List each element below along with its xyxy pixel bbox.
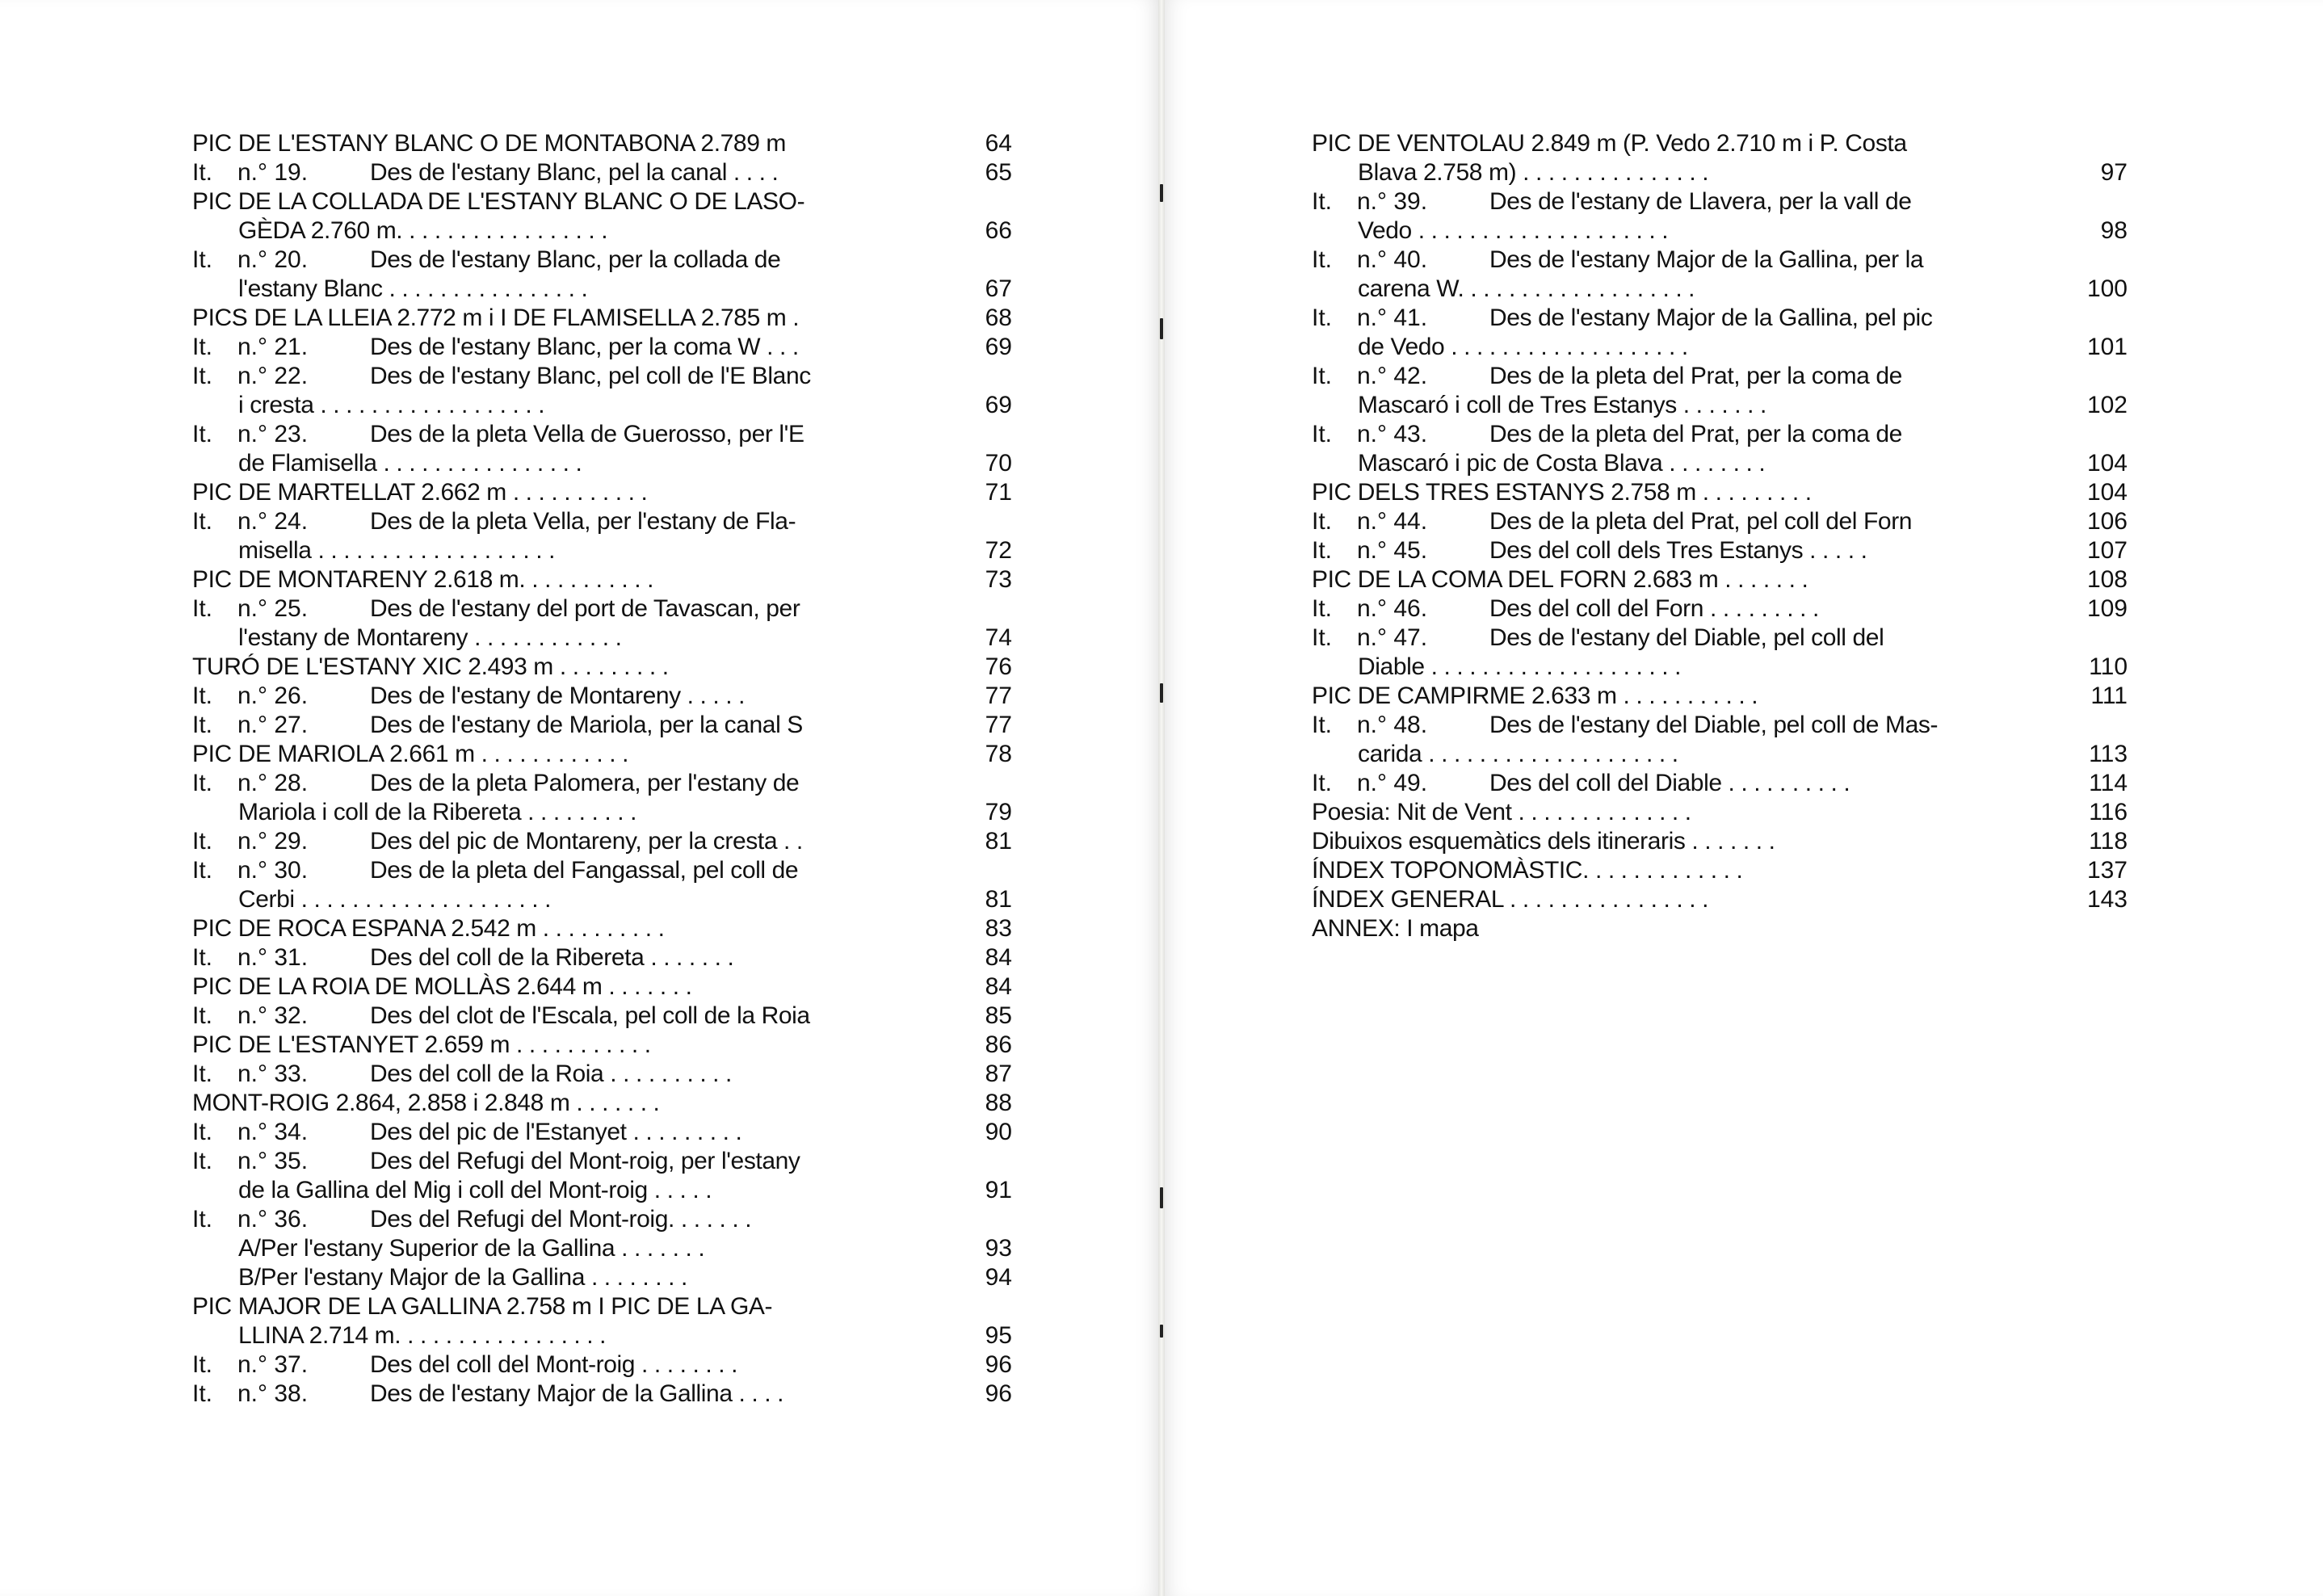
itinerary-label: It. [192,1060,213,1087]
toc-heading-text: PIC DE MARTELLAT 2.662 m . . . . . . . . . . . [192,479,648,506]
toc-continuation-line [1312,275,2128,304]
toc-page-number: 113 [2089,741,2128,767]
toc-continuation-text: LLINA 2.714 m. . . . . . . . . . . . . . . . . [238,1322,607,1349]
itinerary-label: It. [192,363,213,389]
toc-page-number: 98 [2100,217,2128,244]
toc-heading-text: PIC DE LA ROIA DE MOLLÀS 2.644 m . . . . . . . [192,973,692,1000]
toc-heading-entry [1312,565,2128,594]
toc-page-number: 114 [2089,770,2128,796]
toc-page-number: 104 [2086,479,2128,506]
toc-continuation-line [1312,391,2128,420]
toc-continuation-line [192,1263,1012,1292]
toc-itinerary-entry [192,943,1012,972]
toc-itinerary-entry [1312,420,2128,449]
itinerary-number: n.° 24. [237,508,309,535]
itinerary-label: It. [192,857,213,884]
toc-continuation-line [192,1321,1012,1350]
itinerary-description: Des de la pleta del Prat, per la coma de [1489,421,1902,447]
itinerary-label: It. [1312,188,1333,215]
left-page [0,0,1158,1596]
itinerary-label: It. [1312,595,1333,622]
itinerary-description: Des de l'estany del Diable, pel coll de Mas- [1489,712,1939,738]
toc-continuation-line [1312,653,2128,682]
toc-continuation-line [192,798,1012,827]
toc-itinerary-entry [1312,624,2128,653]
itinerary-description: Des de la pleta Vella de Guerosso, per l'E [370,421,804,447]
toc-itinerary-entry [192,711,1012,740]
toc-heading-entry [192,1031,1012,1060]
toc-continuation-text: carena W. . . . . . . . . . . . . . . . . . . [1358,275,1695,302]
itinerary-description: Des de l'estany Blanc, per la collada de [370,246,781,273]
toc-itinerary-entry [192,1350,1012,1380]
toc-heading-entry [1312,914,2128,943]
itinerary-label: It. [1312,537,1333,564]
toc-heading-entry [1312,885,2128,914]
itinerary-description: Des del coll de la Roia . . . . . . . . . . [370,1060,732,1087]
toc-continuation-line [192,275,1012,304]
toc-page-number: 78 [985,741,1012,767]
toc-page-number: 64 [985,130,1012,157]
toc-page-number: 84 [985,944,1012,971]
toc-page-number: 90 [985,1119,1012,1145]
toc-heading-text: PIC DE MONTARENY 2.618 m. . . . . . . . . . . [192,566,654,593]
toc-heading-entry [1312,798,2128,827]
itinerary-number: n.° 20. [237,246,309,273]
itinerary-label: It. [1312,363,1333,389]
toc-heading-text: PIC DELS TRES ESTANYS 2.758 m . . . . . . . . . [1312,479,1812,506]
toc-heading-entry [192,1292,1012,1321]
toc-itinerary-entry [1312,246,2128,275]
toc-continuation-text: Blava 2.758 m) . . . . . . . . . . . . . . . [1358,159,1709,186]
toc-itinerary-entry [192,507,1012,536]
itinerary-number: n.° 19. [237,159,309,186]
toc-continuation-line [192,885,1012,914]
itinerary-number: n.° 35. [237,1148,309,1174]
toc-page-number: 79 [985,799,1012,825]
toc-page-number: 110 [2089,653,2128,680]
toc-page-number: 84 [985,973,1012,1000]
toc-page-number: 77 [985,712,1012,738]
itinerary-number: n.° 37. [237,1351,309,1378]
toc-list-left [192,129,1012,1409]
right-page [1165,0,2323,1596]
itinerary-label: It. [192,712,213,738]
toc-heading-text: PIC DE LA COLLADA DE L'ESTANY BLANC O DE LASO- [192,188,805,215]
toc-page-number: 116 [2089,799,2128,825]
itinerary-description: Des de la pleta Vella, per l'estany de Fla- [370,508,796,535]
toc-heading-text: PIC DE L'ESTANYET 2.659 m . . . . . . . . . . . [192,1031,651,1058]
itinerary-description: Des de l'estany del Diable, pel coll del [1489,624,1884,651]
toc-heading-text: PICS DE LA LLEIA 2.772 m i I DE FLAMISELLA 2.785 m . [192,304,800,331]
itinerary-label: It. [192,682,213,709]
itinerary-label: It. [192,159,213,186]
toc-continuation-text: Mascaró i pic de Costa Blava . . . . . . . . [1358,450,1766,477]
itinerary-description: Des de l'estany Major de la Gallina . . . . [370,1380,784,1407]
toc-page-number: 111 [2090,682,2128,709]
toc-itinerary-entry [192,362,1012,391]
toc-continuation-text: i cresta . . . . . . . . . . . . . . . . . . [238,392,545,418]
toc-continuation-text: Cerbi . . . . . . . . . . . . . . . . . . . . [238,886,552,913]
toc-page-number: 70 [985,450,1012,477]
itinerary-description: Des del clot de l'Escala, pel coll de la Roia [370,1002,810,1029]
toc-page-number: 118 [2089,828,2128,855]
toc-continuation-text: GÈDA 2.760 m. . . . . . . . . . . . . . . . . [238,217,608,244]
toc-continuation-line [192,449,1012,478]
itinerary-label: It. [192,1119,213,1145]
itinerary-description: Des de l'estany Major de la Gallina, per la [1489,246,1924,273]
toc-heading-entry [192,129,1012,158]
toc-itinerary-entry [1312,594,2128,624]
toc-heading-entry [192,972,1012,1002]
itinerary-description: Des del coll dels Tres Estanys . . . . . [1489,537,1867,564]
toc-page-number: 104 [2086,450,2128,477]
toc-page-number: 74 [985,624,1012,651]
itinerary-number: n.° 43. [1357,421,1428,447]
toc-continuation-line [192,1234,1012,1263]
toc-page-number: 67 [985,275,1012,302]
itinerary-label: It. [192,595,213,622]
itinerary-number: n.° 28. [237,770,309,796]
toc-page-number: 94 [985,1264,1012,1291]
toc-continuation-text: de Vedo . . . . . . . . . . . . . . . . . . . [1358,334,1688,360]
itinerary-description: Des de l'estany Major de la Gallina, pel pic [1489,304,1933,331]
itinerary-label: It. [192,508,213,535]
toc-page-number: 93 [985,1235,1012,1262]
itinerary-description: Des de la pleta del Prat, pel coll del Forn [1489,508,1913,535]
toc-itinerary-entry [192,1147,1012,1176]
toc-heading-text: Dibuixos esquemàtics dels itineraris . . . . . . . [1312,828,1775,855]
itinerary-number: n.° 22. [237,363,309,389]
itinerary-label: It. [192,828,213,855]
toc-continuation-text: misella . . . . . . . . . . . . . . . . . . . [238,537,556,564]
itinerary-label: It. [1312,421,1333,447]
toc-itinerary-entry [192,769,1012,798]
toc-continuation-text: de Flamisella . . . . . . . . . . . . . . . . [238,450,582,477]
toc-page-number: 76 [985,653,1012,680]
toc-itinerary-entry [192,1118,1012,1147]
toc-continuation-text: de la Gallina del Mig i coll del Mont-roig . . . . . [238,1177,712,1203]
itinerary-description: Des de l'estany Blanc, per la coma W . . . [370,334,799,360]
itinerary-label: It. [192,770,213,796]
toc-page-number: 81 [985,828,1012,855]
toc-page-number: 88 [985,1090,1012,1116]
toc-heading-text: PIC DE LA COMA DEL FORN 2.683 m . . . . . . . [1312,566,1808,593]
itinerary-number: n.° 49. [1357,770,1428,796]
itinerary-description: Des de l'estany del port de Tavascan, per [370,595,800,622]
toc-continuation-line [1312,158,2128,187]
itinerary-description: Des de l'estany de Llavera, per la vall de [1489,188,1912,215]
toc-heading-entry [192,653,1012,682]
toc-heading-text: ÍNDEX GENERAL . . . . . . . . . . . . . . . . [1312,886,1709,913]
toc-list-right [1312,129,2128,943]
binding-mark [1160,318,1163,339]
toc-itinerary-entry [192,158,1012,187]
toc-page-number: 108 [2086,566,2128,593]
itinerary-number: n.° 27. [237,712,309,738]
toc-page-number: 95 [985,1322,1012,1349]
toc-page-number: 101 [2086,334,2128,360]
toc-continuation-text: Mascaró i coll de Tres Estanys . . . . . . . [1358,392,1766,418]
itinerary-label: It. [192,334,213,360]
toc-itinerary-entry [192,420,1012,449]
toc-continuation-text: carida . . . . . . . . . . . . . . . . . . . . [1358,741,1678,767]
binding-mark [1160,1325,1163,1338]
toc-page-number: 69 [985,392,1012,418]
itinerary-label: It. [192,246,213,273]
itinerary-number: n.° 47. [1357,624,1428,651]
itinerary-number: n.° 21. [237,334,309,360]
toc-page-number: 86 [985,1031,1012,1058]
toc-continuation-line [1312,216,2128,246]
book-gutter [1158,0,1165,1596]
itinerary-description: Des del coll del Diable . . . . . . . . . . [1489,770,1850,796]
itinerary-label: It. [192,944,213,971]
itinerary-description: Des del Refugi del Mont-roig. . . . . . . [370,1206,752,1233]
toc-itinerary-entry [192,1002,1012,1031]
itinerary-label: It. [1312,712,1333,738]
toc-heading-entry [192,478,1012,507]
itinerary-number: n.° 38. [237,1380,309,1407]
itinerary-number: n.° 30. [237,857,309,884]
itinerary-description: Des de la pleta del Fangassal, pel coll de [370,857,799,884]
toc-page-number: 100 [2086,275,2128,302]
toc-heading-text: TURÓ DE L'ESTANY XIC 2.493 m . . . . . . . . . [192,653,669,680]
toc-page-number: 137 [2086,857,2128,884]
toc-page-number: 73 [985,566,1012,593]
toc-itinerary-entry [192,856,1012,885]
toc-page-number: 71 [985,479,1012,506]
toc-continuation-line [192,391,1012,420]
itinerary-description: Des de l'estany de Montareny . . . . . [370,682,746,709]
itinerary-number: n.° 29. [237,828,309,855]
toc-continuation-text: Vedo . . . . . . . . . . . . . . . . . . . . [1358,217,1669,244]
toc-page-number: 68 [985,304,1012,331]
toc-itinerary-entry [1312,304,2128,333]
toc-itinerary-entry [192,333,1012,362]
toc-heading-entry [1312,478,2128,507]
toc-heading-text: PIC DE MARIOLA 2.661 m . . . . . . . . . . . . [192,741,629,767]
toc-continuation-text: A/Per l'estany Superior de la Gallina . . . . . . . [238,1235,705,1262]
toc-page-number: 102 [2086,392,2128,418]
itinerary-label: It. [1312,508,1333,535]
toc-itinerary-entry [1312,769,2128,798]
toc-itinerary-entry [192,1380,1012,1409]
toc-page-number: 77 [985,682,1012,709]
toc-heading-entry [192,304,1012,333]
itinerary-description: Des del coll del Forn . . . . . . . . . [1489,595,1819,622]
itinerary-number: n.° 36. [237,1206,309,1233]
toc-heading-entry [192,740,1012,769]
toc-page-number: 72 [985,537,1012,564]
itinerary-number: n.° 25. [237,595,309,622]
toc-heading-entry [1312,129,2128,158]
toc-continuation-line [192,624,1012,653]
toc-heading-text: MONT-ROIG 2.864, 2.858 i 2.848 m . . . . . . . [192,1090,660,1116]
itinerary-number: n.° 33. [237,1060,309,1087]
itinerary-label: It. [192,1002,213,1029]
toc-heading-text: PIC DE VENTOLAU 2.849 m (P. Vedo 2.710 m i P. Costa [1312,130,1907,157]
binding-mark [1160,683,1163,703]
toc-heading-entry [1312,827,2128,856]
toc-heading-entry [192,914,1012,943]
itinerary-number: n.° 34. [237,1119,309,1145]
toc-continuation-text: Mariola i coll de la Ribereta . . . . . . . . . [238,799,637,825]
toc-page-number: 81 [985,886,1012,913]
toc-page-number: 83 [985,915,1012,942]
itinerary-description: Des de la pleta del Prat, per la coma de [1489,363,1902,389]
toc-heading-entry [192,187,1012,216]
itinerary-label: It. [192,1206,213,1233]
toc-continuation-text: B/Per l'estany Major de la Gallina . . . . . . . . [238,1264,687,1291]
itinerary-description: Des de l'estany de Mariola, per la canal S [370,712,803,738]
toc-itinerary-entry [192,1060,1012,1089]
toc-continuation-line [1312,333,2128,362]
itinerary-label: It. [192,1380,213,1407]
itinerary-number: n.° 44. [1357,508,1428,535]
itinerary-number: n.° 26. [237,682,309,709]
toc-page-number: 106 [2086,508,2128,535]
toc-heading-text: ANNEX: I mapa [1312,915,1479,942]
itinerary-description: Des de l'estany Blanc, pel coll de l'E Blanc [370,363,811,389]
toc-heading-entry [1312,682,2128,711]
toc-itinerary-entry [1312,507,2128,536]
itinerary-description: Des de l'estany Blanc, pel la canal . . . . [370,159,779,186]
itinerary-label: It. [192,1351,213,1378]
itinerary-number: n.° 40. [1357,246,1428,273]
itinerary-number: n.° 45. [1357,537,1428,564]
toc-page-number: 143 [2086,886,2128,913]
itinerary-label: It. [1312,246,1333,273]
toc-heading-entry [192,1089,1012,1118]
toc-page-number: 107 [2086,537,2128,564]
toc-heading-text: PIC DE ROCA ESPANA 2.542 m . . . . . . . . . . [192,915,665,942]
toc-heading-entry [1312,856,2128,885]
itinerary-label: It. [192,1148,213,1174]
itinerary-label: It. [1312,624,1333,651]
toc-page-number: 65 [985,159,1012,186]
itinerary-number: n.° 46. [1357,595,1428,622]
toc-itinerary-entry [1312,536,2128,565]
toc-itinerary-entry [1312,187,2128,216]
toc-heading-text: ÍNDEX TOPONOMÀSTIC. . . . . . . . . . . . . [1312,857,1743,884]
toc-continuation-text: l'estany de Montareny . . . . . . . . . . . . [238,624,622,651]
toc-itinerary-entry [1312,362,2128,391]
toc-itinerary-entry [192,682,1012,711]
toc-page-number: 69 [985,334,1012,360]
toc-heading-text: PIC DE L'ESTANY BLANC O DE MONTABONA 2.789 m [192,130,787,157]
toc-heading-text: Poesia: Nit de Vent . . . . . . . . . . . . . . [1312,799,1691,825]
toc-heading-entry [192,565,1012,594]
itinerary-number: n.° 41. [1357,304,1428,331]
toc-itinerary-entry [192,827,1012,856]
binding-mark [1160,184,1163,202]
itinerary-description: Des del coll del Mont-roig . . . . . . . . [370,1351,738,1378]
toc-heading-text: PIC MAJOR DE LA GALLINA 2.758 m I PIC DE LA GA- [192,1293,773,1320]
itinerary-description: Des del Refugi del Mont-roig, per l'estany [370,1148,800,1174]
toc-continuation-line [1312,449,2128,478]
toc-page-number: 97 [2100,159,2128,186]
toc-continuation-line [1312,740,2128,769]
toc-page-number: 87 [985,1060,1012,1087]
itinerary-number: n.° 31. [237,944,309,971]
toc-itinerary-entry [192,594,1012,624]
binding-mark [1160,1187,1163,1208]
toc-continuation-line [192,216,1012,246]
itinerary-number: n.° 23. [237,421,309,447]
itinerary-label: It. [1312,770,1333,796]
toc-page-number: 96 [985,1380,1012,1407]
toc-itinerary-entry [192,246,1012,275]
itinerary-description: Des del pic de Montareny, per la cresta . . [370,828,803,855]
itinerary-number: n.° 42. [1357,363,1428,389]
itinerary-number: n.° 32. [237,1002,309,1029]
itinerary-label: It. [192,421,213,447]
itinerary-number: n.° 39. [1357,188,1428,215]
toc-page-number: 85 [985,1002,1012,1029]
toc-itinerary-entry [192,1205,1012,1234]
toc-continuation-line [192,1176,1012,1205]
itinerary-description: Des del coll de la Ribereta . . . . . . . [370,944,734,971]
toc-page-number: 96 [985,1351,1012,1378]
toc-page-number: 109 [2086,595,2128,622]
itinerary-description: Des del pic de l'Estanyet . . . . . . . . . [370,1119,742,1145]
toc-continuation-text: Diable . . . . . . . . . . . . . . . . . . . . [1358,653,1682,680]
toc-page-number: 91 [985,1177,1012,1203]
toc-continuation-text: l'estany Blanc . . . . . . . . . . . . . . . . [238,275,588,302]
itinerary-description: Des de la pleta Palomera, per l'estany de [370,770,800,796]
toc-page-number: 66 [985,217,1012,244]
toc-continuation-line [192,536,1012,565]
toc-heading-text: PIC DE CAMPIRME 2.633 m . . . . . . . . . . . [1312,682,1758,709]
itinerary-number: n.° 48. [1357,712,1428,738]
itinerary-label: It. [1312,304,1333,331]
toc-itinerary-entry [1312,711,2128,740]
